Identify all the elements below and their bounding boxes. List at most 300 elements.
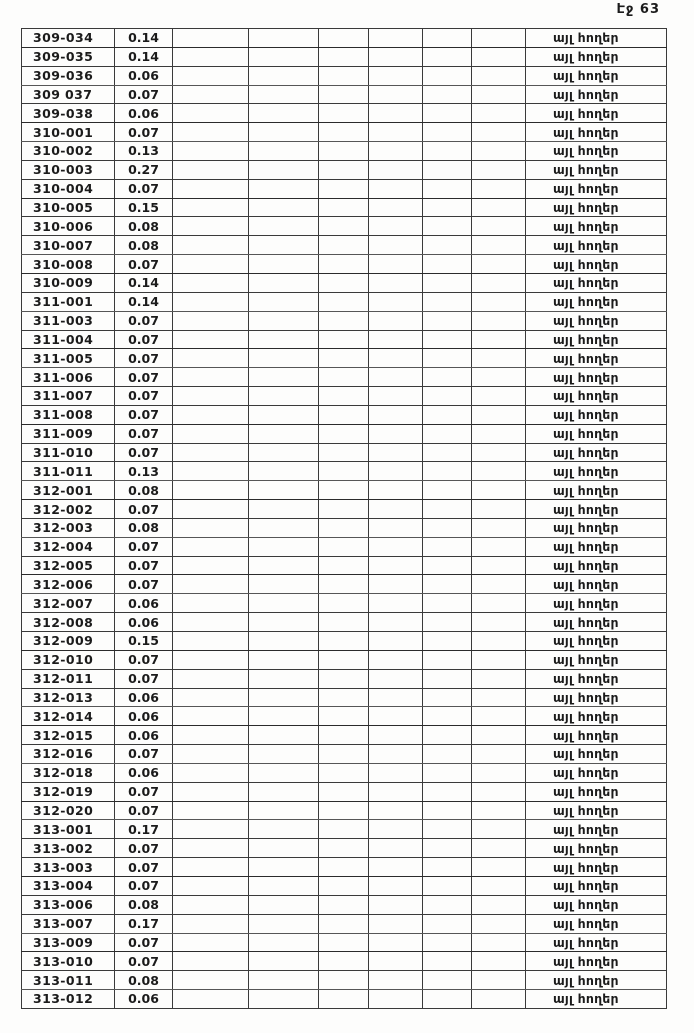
empty-cell (369, 236, 423, 255)
empty-cell (319, 66, 369, 85)
parcel-id-cell: 311-001 (22, 292, 115, 311)
empty-cell (472, 500, 526, 519)
parcel-id-cell: 313-006 (22, 895, 115, 914)
empty-cell (319, 820, 369, 839)
land-type-cell: այլ հողեր (526, 688, 667, 707)
empty-cell (423, 971, 472, 990)
land-type-cell: այլ հողեր (526, 726, 667, 745)
area-value-cell: 0.07 (115, 368, 173, 387)
empty-cell (173, 858, 249, 877)
empty-cell (423, 575, 472, 594)
empty-cell (173, 198, 249, 217)
empty-cell (369, 47, 423, 66)
empty-cell (319, 349, 369, 368)
table-row (22, 594, 667, 613)
parcel-id-cell: 312-002 (22, 500, 115, 519)
land-type-cell: այլ հողեր (526, 443, 667, 462)
parcel-id-cell: 312-013 (22, 688, 115, 707)
empty-cell (173, 104, 249, 123)
empty-cell (173, 556, 249, 575)
empty-cell (423, 47, 472, 66)
empty-cell (423, 839, 472, 858)
area-value-cell: 0.07 (115, 839, 173, 858)
empty-cell (369, 895, 423, 914)
table-row (22, 518, 667, 537)
empty-cell (319, 368, 369, 387)
empty-cell (319, 443, 369, 462)
empty-cell (319, 650, 369, 669)
empty-cell (369, 575, 423, 594)
empty-cell (423, 292, 472, 311)
empty-cell (472, 688, 526, 707)
empty-cell (423, 29, 472, 48)
table-row (22, 650, 667, 669)
empty-cell (472, 179, 526, 198)
parcel-id-cell: 312-008 (22, 613, 115, 632)
empty-cell (472, 387, 526, 406)
table-row (22, 368, 667, 387)
empty-cell (423, 405, 472, 424)
parcel-id-cell: 311-009 (22, 424, 115, 443)
empty-cell (369, 198, 423, 217)
parcel-id-cell: 310-005 (22, 198, 115, 217)
table-row (22, 198, 667, 217)
empty-cell (423, 820, 472, 839)
table-row (22, 405, 667, 424)
land-type-cell: այլ հողեր (526, 632, 667, 651)
empty-cell (173, 876, 249, 895)
empty-cell (423, 518, 472, 537)
empty-cell (369, 613, 423, 632)
empty-cell (173, 368, 249, 387)
empty-cell (319, 123, 369, 142)
table-row (22, 311, 667, 330)
empty-cell (369, 556, 423, 575)
parcel-id-cell: 313-009 (22, 933, 115, 952)
land-type-cell: այլ հողեր (526, 198, 667, 217)
parcel-id-cell: 312-019 (22, 782, 115, 801)
empty-cell (319, 198, 369, 217)
empty-cell (173, 839, 249, 858)
empty-cell (173, 782, 249, 801)
parcel-id-cell: 310-002 (22, 142, 115, 161)
empty-cell (369, 952, 423, 971)
empty-cell (173, 47, 249, 66)
table-row (22, 47, 667, 66)
empty-cell (423, 311, 472, 330)
empty-cell (173, 707, 249, 726)
land-type-cell: այլ հողեր (526, 895, 667, 914)
parcel-id-cell: 312-020 (22, 801, 115, 820)
table-row (22, 29, 667, 48)
land-type-cell: այլ հողեր (526, 217, 667, 236)
parcel-id-cell: 312-007 (22, 594, 115, 613)
land-type-cell: այլ հողեր (526, 462, 667, 481)
empty-cell (423, 387, 472, 406)
empty-cell (472, 481, 526, 500)
empty-cell (173, 500, 249, 519)
parcel-id-cell: 313-010 (22, 952, 115, 971)
empty-cell (173, 349, 249, 368)
empty-cell (423, 500, 472, 519)
empty-cell (173, 613, 249, 632)
empty-cell (173, 820, 249, 839)
empty-cell (472, 443, 526, 462)
empty-cell (249, 518, 319, 537)
empty-cell (173, 160, 249, 179)
empty-cell (369, 217, 423, 236)
empty-cell (369, 330, 423, 349)
area-value-cell: 0.07 (115, 85, 173, 104)
empty-cell (173, 933, 249, 952)
empty-cell (423, 142, 472, 161)
parcel-id-cell: 312-005 (22, 556, 115, 575)
table-row (22, 745, 667, 764)
parcel-id-cell: 313-003 (22, 858, 115, 877)
empty-cell (249, 650, 319, 669)
empty-cell (423, 745, 472, 764)
empty-cell (249, 236, 319, 255)
empty-cell (472, 895, 526, 914)
empty-cell (423, 443, 472, 462)
empty-cell (249, 688, 319, 707)
empty-cell (319, 707, 369, 726)
empty-cell (472, 632, 526, 651)
empty-cell (423, 217, 472, 236)
empty-cell (249, 424, 319, 443)
parcel-id-cell: 311-006 (22, 368, 115, 387)
empty-cell (369, 104, 423, 123)
table-row (22, 160, 667, 179)
table-row (22, 933, 667, 952)
empty-cell (173, 537, 249, 556)
empty-cell (319, 952, 369, 971)
parcel-id-cell: 311-004 (22, 330, 115, 349)
empty-cell (369, 481, 423, 500)
empty-cell (472, 198, 526, 217)
table-row (22, 104, 667, 123)
empty-cell (249, 47, 319, 66)
empty-cell (173, 66, 249, 85)
area-value-cell: 0.07 (115, 255, 173, 274)
empty-cell (249, 85, 319, 104)
table-row (22, 952, 667, 971)
empty-cell (472, 273, 526, 292)
parcel-id-cell: 309 037 (22, 85, 115, 104)
table-row (22, 858, 667, 877)
empty-cell (423, 858, 472, 877)
empty-cell (249, 255, 319, 274)
empty-cell (319, 537, 369, 556)
parcel-id-cell: 310-009 (22, 273, 115, 292)
table-row (22, 632, 667, 651)
empty-cell (472, 537, 526, 556)
empty-cell (472, 518, 526, 537)
area-value-cell: 0.08 (115, 217, 173, 236)
empty-cell (369, 292, 423, 311)
empty-cell (319, 745, 369, 764)
area-value-cell: 0.07 (115, 537, 173, 556)
empty-cell (423, 198, 472, 217)
parcel-id-cell: 311-011 (22, 462, 115, 481)
empty-cell (472, 575, 526, 594)
empty-cell (249, 537, 319, 556)
empty-cell (423, 632, 472, 651)
empty-cell (249, 66, 319, 85)
empty-cell (319, 387, 369, 406)
land-type-cell: այլ հողեր (526, 179, 667, 198)
empty-cell (369, 311, 423, 330)
empty-cell (472, 104, 526, 123)
empty-cell (319, 85, 369, 104)
empty-cell (423, 255, 472, 274)
empty-cell (173, 330, 249, 349)
empty-cell (369, 424, 423, 443)
table-row (22, 575, 667, 594)
empty-cell (423, 349, 472, 368)
table-row (22, 387, 667, 406)
table-row (22, 556, 667, 575)
empty-cell (369, 443, 423, 462)
empty-cell (423, 613, 472, 632)
empty-cell (319, 669, 369, 688)
empty-cell (249, 933, 319, 952)
empty-cell (369, 707, 423, 726)
area-value-cell: 0.07 (115, 858, 173, 877)
land-type-cell: այլ հողեր (526, 160, 667, 179)
empty-cell (472, 801, 526, 820)
area-value-cell: 0.07 (115, 443, 173, 462)
land-type-cell: այլ հողեր (526, 594, 667, 613)
empty-cell (472, 669, 526, 688)
page-number-label: Էջ 63 (616, 2, 660, 17)
empty-cell (173, 971, 249, 990)
empty-cell (472, 650, 526, 669)
empty-cell (173, 123, 249, 142)
area-value-cell: 0.08 (115, 518, 173, 537)
empty-cell (319, 311, 369, 330)
area-value-cell: 0.06 (115, 726, 173, 745)
empty-cell (249, 820, 319, 839)
empty-cell (369, 763, 423, 782)
empty-cell (319, 29, 369, 48)
empty-cell (249, 669, 319, 688)
empty-cell (423, 801, 472, 820)
parcel-id-cell: 312-009 (22, 632, 115, 651)
empty-cell (369, 179, 423, 198)
table-row (22, 669, 667, 688)
empty-cell (173, 179, 249, 198)
area-value-cell: 0.07 (115, 311, 173, 330)
empty-cell (173, 763, 249, 782)
area-value-cell: 0.07 (115, 500, 173, 519)
empty-cell (472, 763, 526, 782)
empty-cell (472, 349, 526, 368)
land-type-cell: այլ հողեր (526, 66, 667, 85)
empty-cell (319, 990, 369, 1009)
land-type-cell: այլ հողեր (526, 387, 667, 406)
empty-cell (173, 650, 249, 669)
empty-cell (369, 971, 423, 990)
parcel-id-cell: 309-038 (22, 104, 115, 123)
empty-cell (319, 481, 369, 500)
parcel-id-cell: 312-018 (22, 763, 115, 782)
empty-cell (423, 462, 472, 481)
area-value-cell: 0.07 (115, 330, 173, 349)
empty-cell (423, 537, 472, 556)
empty-cell (472, 368, 526, 387)
parcel-id-cell: 311-003 (22, 311, 115, 330)
empty-cell (319, 575, 369, 594)
area-value-cell: 0.13 (115, 462, 173, 481)
empty-cell (472, 594, 526, 613)
empty-cell (369, 858, 423, 877)
parcel-id-cell: 313-002 (22, 839, 115, 858)
land-type-cell: այլ հողեր (526, 368, 667, 387)
table-row (22, 443, 667, 462)
area-value-cell: 0.08 (115, 895, 173, 914)
land-type-cell: այլ հողեր (526, 971, 667, 990)
empty-cell (319, 594, 369, 613)
land-type-cell: այլ հողեր (526, 801, 667, 820)
parcel-id-cell: 312-014 (22, 707, 115, 726)
empty-cell (319, 500, 369, 519)
empty-cell (472, 123, 526, 142)
area-value-cell: 0.17 (115, 914, 173, 933)
empty-cell (249, 782, 319, 801)
empty-cell (423, 952, 472, 971)
empty-cell (369, 745, 423, 764)
empty-cell (369, 688, 423, 707)
empty-cell (369, 387, 423, 406)
empty-cell (369, 537, 423, 556)
parcel-id-cell: 313-011 (22, 971, 115, 990)
parcel-id-cell: 312-006 (22, 575, 115, 594)
empty-cell (249, 217, 319, 236)
empty-cell (249, 405, 319, 424)
area-value-cell: 0.06 (115, 594, 173, 613)
parcel-id-cell: 310-007 (22, 236, 115, 255)
table-row (22, 613, 667, 632)
land-type-cell: այլ հողեր (526, 47, 667, 66)
table-row (22, 726, 667, 745)
land-type-cell: այլ հողեր (526, 481, 667, 500)
empty-cell (472, 142, 526, 161)
empty-cell (472, 160, 526, 179)
parcel-id-cell: 313-012 (22, 990, 115, 1009)
empty-cell (472, 914, 526, 933)
area-value-cell: 0.17 (115, 820, 173, 839)
empty-cell (423, 895, 472, 914)
table-row (22, 85, 667, 104)
empty-cell (369, 876, 423, 895)
land-type-cell: այլ հողեր (526, 85, 667, 104)
area-value-cell: 0.07 (115, 123, 173, 142)
table-row (22, 820, 667, 839)
empty-cell (249, 311, 319, 330)
land-type-cell: այլ հողեր (526, 858, 667, 877)
empty-cell (423, 594, 472, 613)
empty-cell (249, 971, 319, 990)
empty-cell (319, 726, 369, 745)
table-row (22, 537, 667, 556)
table-row (22, 481, 667, 500)
area-value-cell: 0.14 (115, 29, 173, 48)
area-value-cell: 0.07 (115, 179, 173, 198)
empty-cell (369, 990, 423, 1009)
land-type-cell: այլ հողեր (526, 273, 667, 292)
empty-cell (369, 782, 423, 801)
empty-cell (319, 801, 369, 820)
empty-cell (249, 914, 319, 933)
empty-cell (472, 707, 526, 726)
table-row (22, 895, 667, 914)
empty-cell (319, 914, 369, 933)
table-row (22, 179, 667, 198)
empty-cell (472, 782, 526, 801)
land-type-cell: այլ հողեր (526, 349, 667, 368)
land-type-cell: այլ հողեր (526, 707, 667, 726)
empty-cell (319, 255, 369, 274)
empty-cell (319, 236, 369, 255)
empty-cell (472, 462, 526, 481)
empty-cell (173, 142, 249, 161)
empty-cell (319, 782, 369, 801)
empty-cell (423, 707, 472, 726)
area-value-cell: 0.07 (115, 745, 173, 764)
land-type-cell: այլ հողեր (526, 839, 667, 858)
parcel-id-cell: 312-003 (22, 518, 115, 537)
empty-cell (472, 47, 526, 66)
empty-cell (173, 801, 249, 820)
empty-cell (173, 952, 249, 971)
land-type-cell: այլ հողեր (526, 330, 667, 349)
empty-cell (369, 66, 423, 85)
empty-cell (369, 726, 423, 745)
empty-cell (173, 518, 249, 537)
empty-cell (173, 424, 249, 443)
area-value-cell: 0.07 (115, 405, 173, 424)
area-value-cell: 0.07 (115, 669, 173, 688)
empty-cell (249, 481, 319, 500)
table-row (22, 217, 667, 236)
empty-cell (319, 763, 369, 782)
empty-cell (472, 255, 526, 274)
empty-cell (319, 632, 369, 651)
area-value-cell: 0.07 (115, 933, 173, 952)
empty-cell (369, 518, 423, 537)
empty-cell (249, 292, 319, 311)
parcels-table-body (22, 29, 667, 1009)
land-type-cell: այլ հողեր (526, 914, 667, 933)
table-row (22, 876, 667, 895)
table-row (22, 688, 667, 707)
empty-cell (249, 443, 319, 462)
parcel-id-cell: 311-008 (22, 405, 115, 424)
empty-cell (249, 198, 319, 217)
empty-cell (472, 876, 526, 895)
table-row (22, 66, 667, 85)
area-value-cell: 0.07 (115, 782, 173, 801)
table-row (22, 914, 667, 933)
empty-cell (249, 895, 319, 914)
area-value-cell: 0.14 (115, 292, 173, 311)
parcel-id-cell: 312-010 (22, 650, 115, 669)
area-value-cell: 0.07 (115, 575, 173, 594)
area-value-cell: 0.06 (115, 763, 173, 782)
parcel-id-cell: 310-008 (22, 255, 115, 274)
empty-cell (423, 669, 472, 688)
